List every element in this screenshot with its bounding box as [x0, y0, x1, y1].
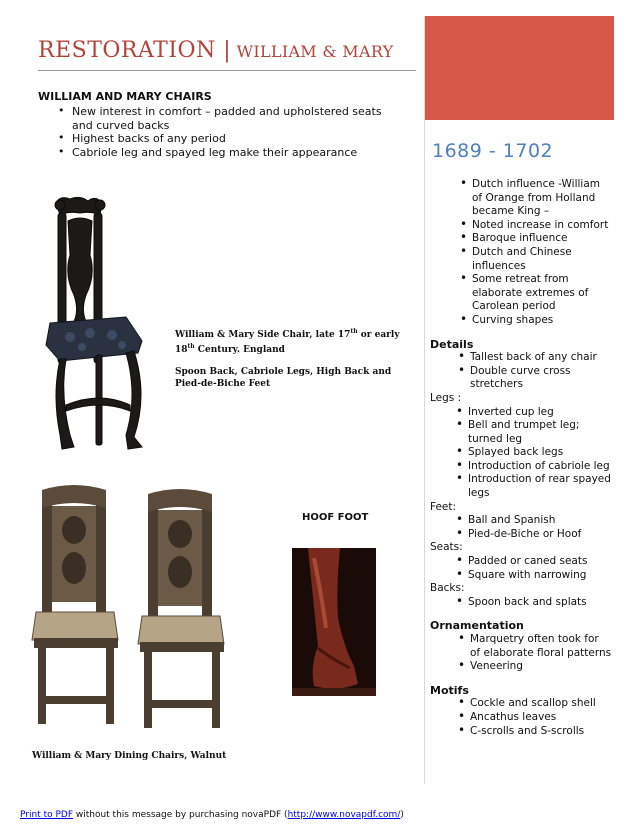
dining-chairs-image	[22, 482, 240, 744]
print-to-pdf-link[interactable]: Print to PDF	[20, 810, 73, 820]
list-item: • Marquetry often took for of elaborate floral patterns	[470, 633, 612, 660]
sidebar-content	[430, 178, 612, 738]
caption-text: Century. England	[194, 345, 285, 355]
list-item: • Square with narrowing	[468, 569, 612, 583]
list-item: • Spoon back and splats	[468, 596, 612, 610]
list-item: • Padded or caned seats	[468, 555, 612, 569]
ornamentation-heading: Ornamentation	[430, 619, 524, 633]
list-item: • Tallest back of any chair	[470, 351, 612, 365]
feet-label: Feet:	[430, 500, 457, 513]
seats-list	[468, 555, 612, 582]
list-item: • Baroque influence	[472, 232, 612, 246]
footer-text: without this message by purchasing novaPDF (	[73, 810, 288, 820]
pdf-footer	[20, 810, 404, 820]
backs-label: Backs:	[430, 582, 465, 595]
list-item: • Introduction of cabriole leg	[468, 460, 612, 474]
list-item: • Introduction of rear spayed legs	[468, 473, 612, 500]
novapdf-link[interactable]: http://www.novapdf.com/	[287, 810, 401, 820]
section-heading: WILLIAM AND MARY CHAIRS	[38, 90, 212, 103]
feet-list	[468, 514, 612, 541]
caption-text: or early	[357, 330, 400, 340]
era-dates: 1689 - 1702	[432, 140, 554, 162]
list-item: • Noted increase in comfort	[472, 219, 612, 233]
list-item: • Ancathus leaves	[470, 711, 612, 725]
list-item: • Double curve cross stretchers	[470, 365, 612, 392]
list-item: • Veneering	[470, 660, 612, 674]
motifs-list	[470, 697, 612, 738]
caption-line	[175, 326, 415, 341]
list-item: • Cockle and scallop shell	[470, 697, 612, 711]
hoof-foot-label: HOOF FOOT	[302, 512, 369, 523]
list-item: • Curving shapes	[472, 314, 612, 328]
dining-chair-right	[138, 489, 224, 728]
intro-list	[472, 178, 612, 328]
legs-label: Legs :	[430, 391, 462, 404]
side-chair-caption	[175, 326, 415, 390]
list-item: • Ball and Spanish	[468, 514, 612, 528]
caption-text: William & Mary Side Chair, late 17	[175, 330, 351, 340]
list-item: • Cabriole leg and spayed leg make their appearance	[62, 146, 402, 160]
dining-chairs-caption: William & Mary Dining Chairs, Walnut	[32, 751, 227, 761]
motifs-heading: Motifs	[430, 683, 469, 697]
backs-list	[468, 596, 612, 610]
seats-label: Seats:	[430, 541, 463, 554]
footer-text-end: )	[400, 810, 404, 820]
side-chair-image	[30, 195, 160, 455]
ornamentation-list	[470, 633, 612, 674]
list-item: • Splayed back legs	[468, 446, 612, 460]
list-item: • Highest backs of any period	[62, 132, 402, 146]
hoof-foot-image	[292, 548, 376, 696]
list-item: • Dutch and Chinese influences	[472, 246, 612, 273]
main-bullets	[62, 105, 402, 159]
caption-line	[175, 341, 415, 356]
caption-superscript: th	[187, 343, 195, 350]
title-restoration: RESTORATION |	[38, 38, 232, 63]
list-item: • Bell and trumpet leg; turned leg	[468, 419, 612, 446]
dining-chair-left	[32, 485, 118, 724]
details-list	[470, 351, 612, 392]
list-item: • Dutch influence -William of Orange from Holland became King –	[472, 178, 612, 219]
title-divider	[38, 70, 416, 71]
details-heading: Details	[430, 337, 474, 351]
list-item: • Inverted cup leg	[468, 406, 612, 420]
list-item: • Pied-de-Biche or Hoof	[468, 528, 612, 542]
page-title	[38, 38, 418, 78]
caption-text: 18	[175, 345, 188, 355]
list-item: • New interest in comfort – padded and upholstered seats and curved backs	[62, 105, 402, 132]
list-item: • Some retreat from elaborate extremes of Carolean period	[472, 273, 612, 314]
list-item: • C-scrolls and S-scrolls	[470, 725, 612, 739]
legs-list	[468, 406, 612, 501]
caption-superscript: th	[350, 328, 358, 335]
caption-line: Pied-de-Biche Feet	[175, 379, 271, 389]
caption-line: Spoon Back, Cabriole Legs, High Back and	[175, 367, 392, 377]
title-william-mary: WILLIAM & MARY	[231, 42, 394, 61]
